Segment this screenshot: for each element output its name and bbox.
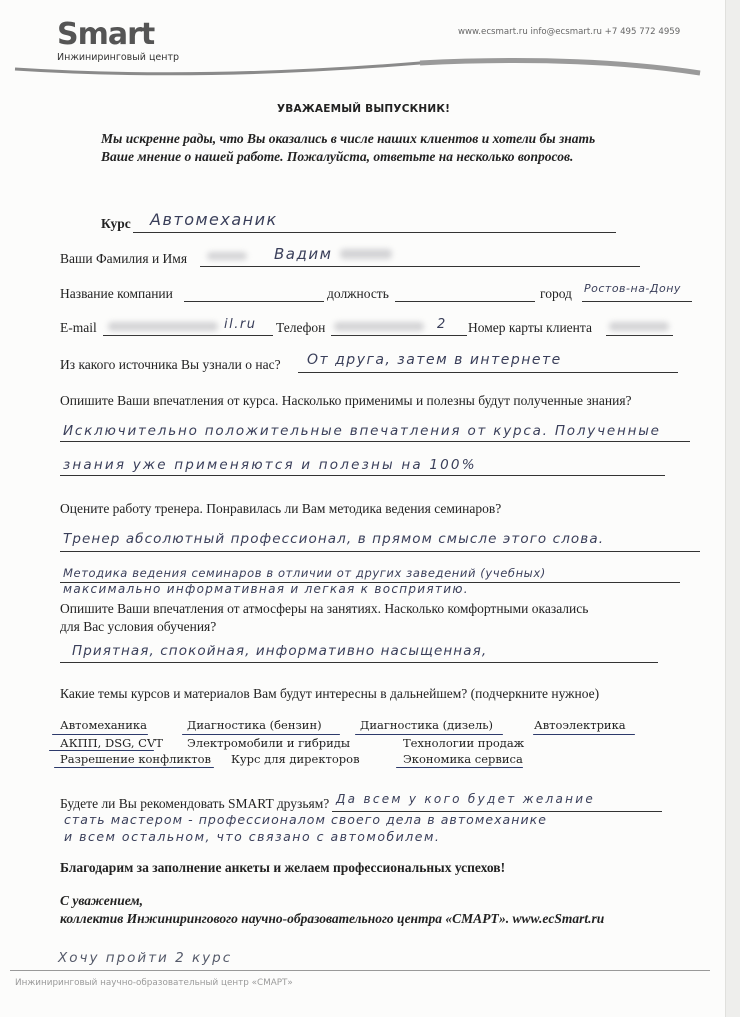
email-value[interactable]: il.ru [224, 317, 257, 332]
phone-value[interactable]: 2 [437, 317, 447, 332]
header-swoosh [0, 55, 740, 85]
intro-line-2: Ваше мнение о нашей работе. Пожалуйста, ответьте на несколько вопросов. [101, 149, 574, 164]
company-line [184, 301, 324, 302]
topic-directors[interactable]: Курс для директоров [231, 752, 360, 766]
source-value[interactable]: От друга, затем в интернете [307, 352, 562, 368]
q1-answer-1[interactable]: Исключительно положительные впечатления от курса. Полученные [63, 423, 661, 439]
redacted-phone [334, 322, 424, 331]
q1-text: Опишите Ваши впечатления от курса. Насколько применимы и полезны будут полученные знания? [60, 393, 632, 408]
topic-autoelectrics[interactable]: Автоэлектрика [534, 718, 626, 732]
redacted-name-part [340, 249, 392, 259]
phone-label: Телефон [276, 320, 326, 335]
topic-sales[interactable]: Технологии продаж [403, 736, 525, 750]
course-label: Курс [101, 216, 131, 231]
q3-line [60, 662, 658, 663]
redacted-card [609, 322, 669, 331]
q3-text-1: Опишите Ваши впечатления от атмосферы на занятиях. Насколько комфортными оказались [60, 601, 589, 616]
city-value[interactable]: Ростов-на-Дону [584, 282, 681, 295]
q2-answer-1[interactable]: Тренер абсолютный профессионал, в прямом смысле этого слова. [63, 531, 605, 547]
course-value[interactable]: Автомеханик [150, 210, 278, 229]
redacted-email [108, 322, 218, 331]
signature-line-2: коллектив Инжинирингового научно-образовательного центра «СМАРТ». www.ecSmart.ru [60, 911, 605, 926]
intro-line-1: Мы искренне рады, что Вы оказались в числе наших клиентов и хотели бы знать [101, 131, 596, 146]
topic-underline [533, 734, 635, 735]
topic-underline [396, 767, 523, 768]
q3-text-2: для Вас условия обучения? [60, 619, 217, 634]
email-label: E-mail [60, 320, 97, 335]
footer-rule [10, 970, 710, 971]
q1-line-1 [60, 441, 690, 442]
topic-transmissions[interactable]: АКПП, DSG, CVT [60, 736, 163, 750]
topic-automechanics[interactable]: Автомеханика [60, 718, 147, 732]
q1-line-2 [60, 475, 665, 476]
topic-service-economics[interactable]: Экономика сервиса [403, 752, 523, 766]
q2-answer-3[interactable]: максимально информативная и легкая к восприятию. [63, 582, 469, 596]
q4-text: Какие темы курсов и материалов Вам будут интересны в дальнейшем? (подчеркните нужное) [60, 686, 600, 701]
logo-subtitle: Инжиниринговый центр [57, 52, 180, 63]
signature-line-1: С уважением, [60, 893, 144, 908]
q5-answer-3[interactable]: и всем остальном, что связано с автомобилем. [64, 829, 441, 844]
topic-underline [355, 734, 503, 735]
thanks-text: Благодарим за заполнение анкеты и желаем профессиональных успехов! [60, 860, 506, 875]
q2-text: Оцените работу тренера. Понравилась ли Вам методика ведения семинаров? [60, 501, 502, 516]
city-line [582, 301, 692, 302]
topic-ev-hybrid[interactable]: Электромобили и гибриды [187, 736, 351, 750]
footer-text: Инжиниринговый научно-образовательный центр «СМАРТ» [15, 978, 293, 988]
handwritten-note[interactable]: Хочу пройти 2 курс [58, 950, 233, 966]
name-label: Ваши Фамилия и Имя [60, 251, 188, 266]
position-line [395, 301, 535, 302]
q5-text: Будете ли Вы рекомендовать SMART друзьям? [60, 796, 330, 811]
redacted-surname [207, 252, 247, 260]
q2-line-1 [60, 551, 700, 552]
q3-answer[interactable]: Приятная, спокойная, информативно насыщенная, [72, 643, 488, 659]
q2-answer-2[interactable]: Методика ведения семинаров в отличии от других заведений (учебных) [63, 566, 546, 580]
card-label: Номер карты клиента [468, 320, 592, 335]
name-value[interactable]: Вадим [274, 245, 333, 263]
topic-underline [49, 750, 154, 751]
header-contacts: www.ecsmart.ru info@ecsmart.ru +7 495 772 4959 [458, 27, 681, 37]
phone-line [331, 335, 467, 336]
position-label: должность [327, 286, 389, 301]
company-label: Название компании [60, 286, 173, 301]
topic-diag-diesel[interactable]: Диагностика (дизель) [360, 718, 494, 732]
topic-underline [52, 734, 148, 735]
topic-conflicts[interactable]: Разрешение конфликтов [60, 752, 212, 766]
page-title: УВАЖАЕМЫЙ ВЫПУСКНИК! [277, 103, 451, 115]
topic-underline [182, 734, 340, 735]
scan-edge [725, 0, 740, 1017]
course-line [133, 232, 616, 233]
q1-answer-2[interactable]: знания уже применяются и полезны на 100% [63, 457, 477, 473]
q5-answer-2[interactable]: стать мастером - профессионалом своего дела в автомеханике [64, 812, 547, 827]
logo-text: Smart [57, 17, 155, 52]
email-line [103, 335, 273, 336]
source-line [298, 372, 678, 373]
name-line [200, 266, 640, 267]
q5-answer-1[interactable]: Да всем у кого будет желание [336, 792, 596, 806]
topic-underline [54, 767, 214, 768]
card-line [606, 335, 673, 336]
topic-diag-petrol[interactable]: Диагностика (бензин) [187, 718, 322, 732]
source-label: Из какого источника Вы узнали о нас? [60, 357, 281, 372]
city-label: город [540, 286, 572, 301]
